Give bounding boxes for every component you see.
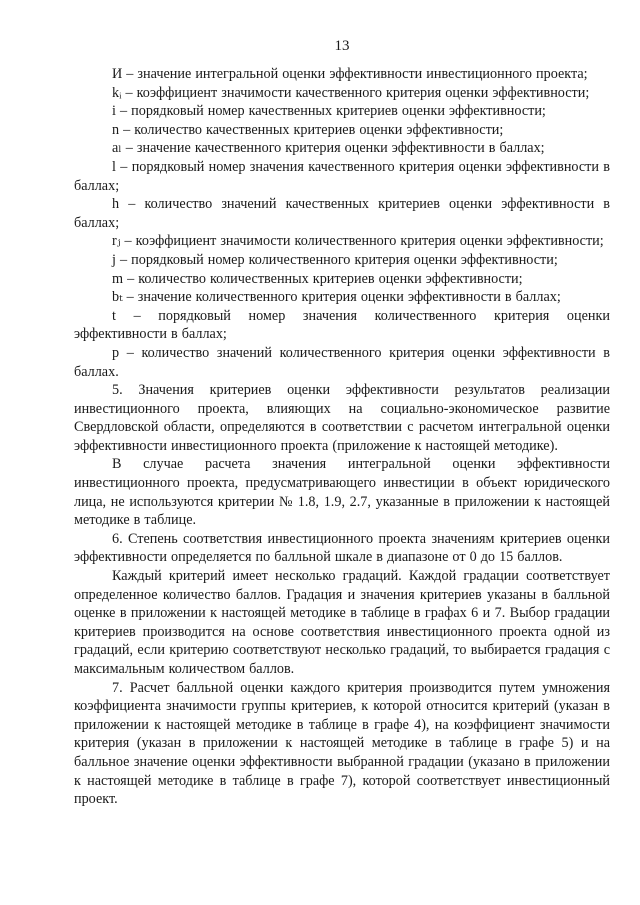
definition-m: m – количество количественных критериев оценки эффективности;	[112, 270, 523, 287]
definition-i: i – порядковый номер качественных критериев оценки эффективности;	[112, 103, 546, 120]
page-number: 13	[334, 38, 350, 54]
definition-k-i: kᵢ – коэффициент значимости качественного критерия оценки эффективности;	[112, 84, 590, 101]
definition-j: j – порядковый номер количественного критерия оценки эффективности;	[112, 251, 558, 268]
clause-5: 5. Значения критериев оценки эффективности результатов реализации инвестиционного проекта, влияющих на социально-экономическое развитие Свердловской области, определяются в соответствии с расчетом интегральной оценки эффективности инвестиционного проекта (приложение к настоящей методике).	[74, 382, 610, 454]
definition-b-t: bₜ – значение количественного критерия оценки эффективности в баллах;	[112, 289, 561, 306]
clause-6-gradations: Каждый критерий имеет несколько градаций. Каждой градации соответствует определенное количество баллов. Градация и значения критериев указаны в балльной оценке в приложении к настоящей методике в таблице в графах 6 и 7. Выбор градации критериев производится на основе соответствия инвестиционного проекта одной из градаций, если критерию соответствуют несколько градаций, то выбирается градация с максимальным количеством баллов.	[74, 568, 610, 677]
clause-6: 6. Степень соответствия инвестиционного проекта значениям критериев оценки эффективности определяется по балльной шкале в диапазоне от 0 до 15 баллов.	[74, 530, 610, 566]
clause-7: 7. Расчет балльной оценки каждого критерия производится путем умножения коэффициента значимости группы критериев, к которой относится критерий (указан в приложении к настоящей методике в таблице в графе 4), на коэффициент значимости критерия (указан в приложении к настоящей методике в таблице в графе 5) и на балльное значение оценки эффективности выбранной градации (указано в приложении к настоящей методике в таблице в графе 7), которой соответствует инвестиционный проект.	[74, 679, 610, 808]
definition-h: h – количество значений качественных критериев оценки эффективности в баллах;	[74, 196, 610, 231]
definition-r-j: rⱼ – коэффициент значимости количественного критерия оценки эффективности;	[112, 233, 604, 250]
clause-5-note: В случае расчета значения интегральной оценки эффективности инвестиционного проекта, предусматривающего инвестиции в объект юридического лица, не используются критерии № 1.8, 1.9, 2.7, указанные в приложении к настоящей методике в таблице.	[74, 456, 610, 529]
definition-n: n – количество качественных критериев оценки эффективности;	[112, 121, 504, 138]
definition-l: l – порядковый номер значения качественного критерия оценки эффективности в баллах;	[74, 158, 610, 194]
definition-a-l: aₗ – значение качественного критерия оценки эффективности в баллах;	[112, 140, 545, 157]
definition-t: t – порядковый номер значения количественного критерия оценки эффективности в баллах;	[74, 307, 610, 343]
definition-integral-score: И – значение интегральной оценки эффективности инвестиционного проекта;	[112, 66, 588, 82]
definition-p: p – количество значений количественного критерия оценки эффективности в баллах.	[74, 344, 610, 380]
